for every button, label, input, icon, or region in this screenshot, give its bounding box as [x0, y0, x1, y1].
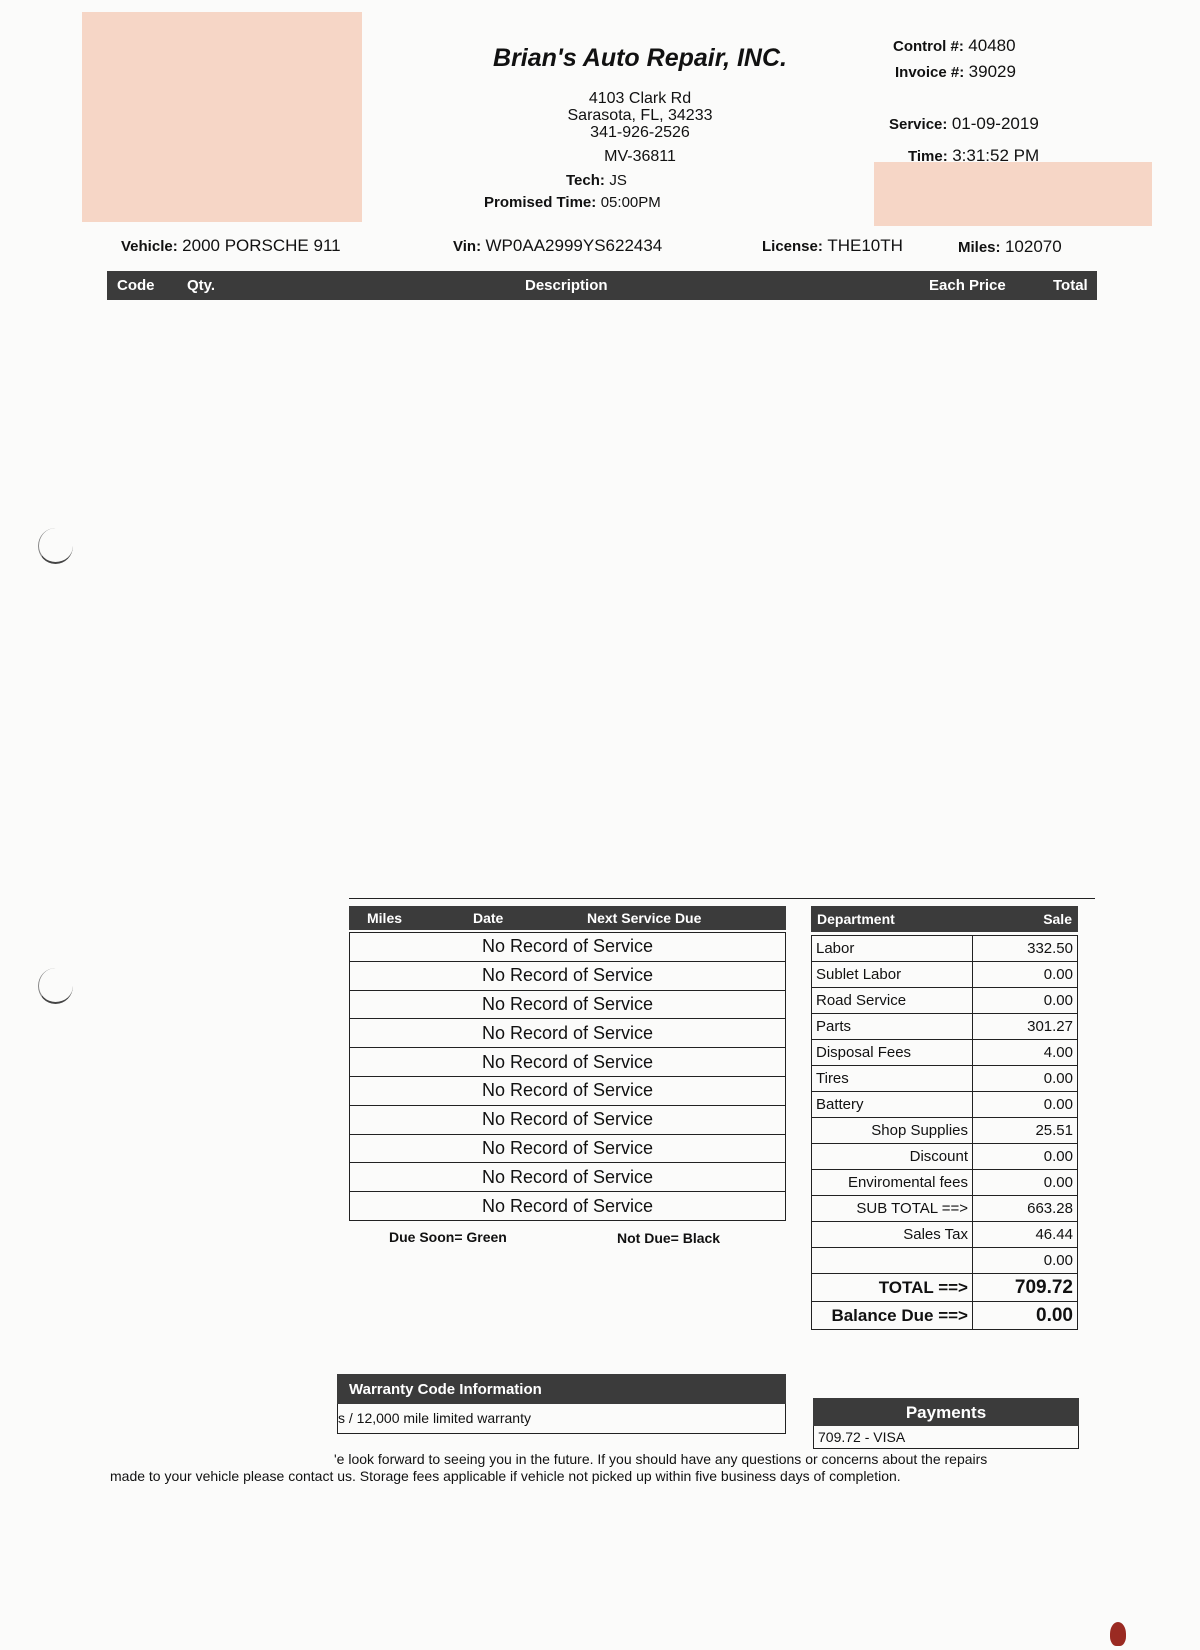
header-each-price: Each Price [929, 277, 1006, 294]
department-label: Sublet Labor [812, 962, 973, 988]
table-row [812, 1248, 1078, 1274]
vehicle-label: Vehicle: [121, 238, 178, 255]
department-label: SUB TOTAL ==> [812, 1196, 973, 1222]
footer-note [110, 1451, 1080, 1485]
punch-hole-mark [38, 528, 73, 564]
service-record-cell: No Record of Service [350, 1134, 786, 1163]
control-number-label: Control #: [893, 38, 964, 55]
department-amount: 0.00 [973, 988, 1078, 1014]
department-amount: 0.00 [973, 962, 1078, 988]
table-row [812, 962, 1078, 988]
table-row [350, 1192, 786, 1221]
service-record-cell: No Record of Service [350, 1163, 786, 1192]
ink-blot-mark [1110, 1622, 1126, 1646]
payments-header [813, 1398, 1079, 1426]
warranty-text: s / 12,000 mile limited warranty [338, 1410, 531, 1426]
service-history-header [349, 906, 786, 930]
shop-mv-number: MV-36811 [604, 148, 676, 165]
warranty-box [337, 1404, 786, 1434]
table-row [812, 988, 1078, 1014]
legend-due-soon: Due Soon= Green [389, 1229, 507, 1245]
service-date-value: 01-09-2019 [951, 114, 1039, 133]
payment-entry: 709.72 - VISA [818, 1429, 906, 1445]
header-department: Department [817, 911, 895, 927]
service-time-label: Time: [908, 148, 948, 165]
table-row [350, 1076, 786, 1105]
legend-not-due: Not Due= Black [617, 1230, 721, 1246]
table-row [812, 1144, 1078, 1170]
table-row [812, 1196, 1078, 1222]
punch-hole-mark [38, 968, 73, 1004]
header-total: Total [1053, 277, 1088, 294]
department-amount: 0.00 [973, 1092, 1078, 1118]
shop-name: Brian's Auto Repair, INC. [493, 44, 787, 72]
total-label: TOTAL ==> [812, 1274, 973, 1302]
miles-value: 102070 [1004, 237, 1062, 256]
department-header [811, 906, 1078, 932]
service-date-label: Service: [889, 116, 948, 133]
table-row [812, 936, 1078, 962]
vehicle-value: 2000 PORSCHE 911 [182, 236, 341, 255]
vin-value: WP0AA2999YS622434 [485, 236, 663, 255]
invoice-number-label: Invoice #: [895, 64, 965, 81]
department-amount: 0.00 [973, 1144, 1078, 1170]
header-service-miles: Miles [367, 910, 403, 926]
miles-field [958, 237, 1062, 257]
warranty-header-label: Warranty Code Information [349, 1381, 542, 1398]
vin-label: Vin: [453, 238, 482, 255]
summary-divider [349, 898, 1095, 899]
department-label: Battery [812, 1092, 973, 1118]
header-next-service-due: Next Service Due [587, 910, 702, 926]
department-amount: 663.28 [973, 1196, 1078, 1222]
vin-field [453, 236, 662, 256]
table-row [350, 961, 786, 990]
footer-line-1: 'e look forward to seeing you in the future. If you should have any questions or concerns about the repairs [334, 1451, 988, 1467]
invoice-number-field [895, 62, 1016, 82]
table-row [350, 1048, 786, 1077]
department-amount: 0.00 [973, 1066, 1078, 1092]
header-description: Description [525, 277, 608, 294]
line-items-header [107, 271, 1097, 300]
table-row-total [812, 1274, 1078, 1302]
control-number-value: 40480 [968, 36, 1016, 55]
tech-field [566, 172, 627, 190]
department-label: Road Service [812, 988, 973, 1014]
miles-label: Miles: [958, 239, 1001, 256]
service-record-cell: No Record of Service [350, 1076, 786, 1105]
department-label: Shop Supplies [812, 1118, 973, 1144]
header-code: Code [117, 277, 155, 294]
redacted-area-customer [82, 12, 362, 222]
promised-time-value: 05:00PM [600, 194, 661, 211]
service-time-value: 3:31:52 PM [952, 146, 1040, 165]
department-label: Sales Tax [812, 1222, 973, 1248]
balance-due-value: 0.00 [973, 1302, 1078, 1330]
table-row [812, 1222, 1078, 1248]
header-qty: Qty. [187, 277, 216, 294]
table-row-balance-due [812, 1302, 1078, 1330]
payments-header-label: Payments [905, 1403, 987, 1422]
department-label [812, 1248, 973, 1274]
service-record-cell: No Record of Service [350, 1192, 786, 1221]
table-row [350, 1134, 786, 1163]
department-totals-table [811, 935, 1078, 1330]
shop-phone: 341-926-2526 [590, 124, 690, 141]
department-label: Labor [812, 936, 973, 962]
tech-label: Tech: [566, 172, 605, 189]
license-label: License: [762, 238, 823, 255]
service-record-cell: No Record of Service [350, 1019, 786, 1048]
balance-due-label: Balance Due ==> [812, 1302, 973, 1330]
service-record-cell: No Record of Service [350, 1048, 786, 1077]
table-row [812, 1040, 1078, 1066]
department-amount: 301.27 [973, 1014, 1078, 1040]
service-record-cell: No Record of Service [350, 1105, 786, 1134]
redacted-area-contact [874, 162, 1152, 226]
table-row [350, 1019, 786, 1048]
department-amount: 0.00 [973, 1170, 1078, 1196]
table-row [812, 1118, 1078, 1144]
service-date-field [889, 114, 1039, 134]
department-amount: 46.44 [973, 1222, 1078, 1248]
shop-city: Sarasota, FL, 34233 [567, 107, 713, 124]
department-amount: 25.51 [973, 1118, 1078, 1144]
table-row [350, 1163, 786, 1192]
promised-time-label: Promised Time: [484, 194, 597, 211]
department-amount: 332.50 [973, 936, 1078, 962]
department-amount: 0.00 [973, 1248, 1078, 1274]
table-row [812, 1066, 1078, 1092]
department-label: Enviromental fees [812, 1170, 973, 1196]
table-row [350, 933, 786, 962]
footer-line-2: made to your vehicle please contact us. Storage fees applicable if vehicle not picked up within five business days of completion. [110, 1468, 901, 1484]
department-label: Discount [812, 1144, 973, 1170]
header-sale: Sale [1043, 911, 1072, 927]
service-time-field [908, 146, 1039, 166]
invoice-number-value: 39029 [968, 62, 1016, 81]
department-amount: 4.00 [973, 1040, 1078, 1066]
table-row [812, 1014, 1078, 1040]
table-row [812, 1092, 1078, 1118]
table-row [350, 990, 786, 1019]
department-label: Tires [812, 1066, 973, 1092]
table-row [350, 1105, 786, 1134]
promised-time-field [484, 194, 661, 212]
vehicle-field [121, 236, 341, 256]
department-label: Disposal Fees [812, 1040, 973, 1066]
table-row [812, 1170, 1078, 1196]
service-record-cell: No Record of Service [350, 961, 786, 990]
service-record-cell: No Record of Service [350, 933, 786, 962]
header-service-date: Date [473, 910, 504, 926]
service-record-cell: No Record of Service [350, 990, 786, 1019]
control-number-field [893, 36, 1016, 56]
payments-box [813, 1426, 1079, 1449]
service-history-table [349, 932, 786, 1221]
license-value: THE10TH [827, 236, 903, 255]
total-value: 709.72 [973, 1274, 1078, 1302]
tech-value: JS [609, 172, 627, 189]
department-label: Parts [812, 1014, 973, 1040]
shop-address: 4103 Clark Rd [588, 90, 692, 107]
license-field [762, 236, 903, 256]
warranty-header [337, 1374, 786, 1404]
